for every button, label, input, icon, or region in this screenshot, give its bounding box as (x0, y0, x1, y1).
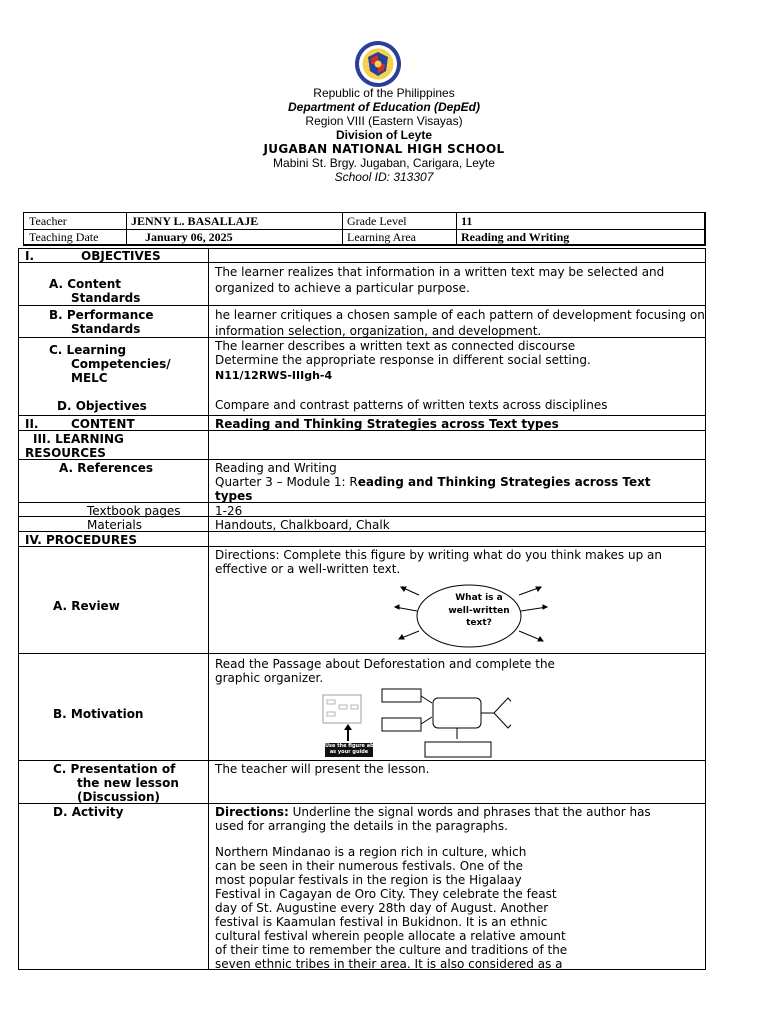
passage-line: of their time to remember the culture and traditions of the (215, 943, 568, 957)
content-standards-text-2: organized to achieve a particular purpose. (215, 281, 470, 295)
motivation-directions-2: graphic organizer. (215, 671, 324, 685)
content-standards-text: The learner realizes that information in a written text may be selected and (215, 265, 665, 279)
competencies-text-2: Determine the appropriate response in different social setting. (215, 353, 591, 367)
presentation-label-3: (Discussion) (77, 790, 161, 804)
learning-area-label: Learning Area (347, 230, 416, 244)
review-label: A. Review (53, 599, 120, 613)
competencies-label-3: MELC (71, 371, 108, 385)
content-label: CONTENT (71, 417, 135, 431)
content-number: II. (25, 417, 39, 431)
resources-label-2: RESOURCES (25, 446, 106, 460)
activity-directions-2: used for arranging the details in the paragraphs. (215, 819, 508, 833)
grade-level-value: 11 (461, 214, 473, 228)
passage-line: can be seen in their numerous festivals. One of the (215, 859, 524, 873)
performance-standards-label-2: Standards (71, 322, 141, 336)
content-value: Reading and Thinking Strategies across Text types (215, 417, 559, 431)
passage-line: cultural festival wherein people allocate a relative amount (215, 929, 566, 943)
header-school-name: JUGABAN NATIONAL HIGH SCHOOL (263, 142, 505, 156)
references-text-3: types (215, 489, 253, 503)
passage-line: day of St. Augustine every 28th day of August. Another (215, 901, 549, 915)
motivation-label: B. Motivation (53, 707, 144, 721)
teaching-date-value: January 06, 2025 (145, 230, 233, 244)
passage-line: festival is Kaamulan festival in Bukidnon. It is an ethnic (215, 915, 548, 929)
teaching-date-label: Teaching Date (29, 230, 99, 244)
lesson-info-table (23, 212, 706, 246)
competencies-text: The learner describes a written text as connected discourse (215, 339, 576, 353)
header-school-id: School ID: 313307 (334, 170, 434, 184)
review-directions: Directions: Complete this figure by writing what do you think makes up an (215, 548, 662, 562)
grade-level-label: Grade Level (347, 214, 407, 228)
activity-label: D. Activity (53, 805, 124, 819)
header-country: Republic of the Philippines (313, 86, 455, 100)
passage-line: most popular festivals in the region is the Higalaay (215, 873, 522, 887)
header-address: Mabini St. Brgy. Jugaban, Carigara, Leyte (273, 156, 495, 170)
performance-standards-text-2: information selection, organization, and development. (215, 324, 542, 338)
header-region: Region VIII (Eastern Visayas) (305, 114, 463, 128)
competencies-code: N11/12RWS-IIIgh-4 (215, 369, 333, 382)
lesson-plan-table (18, 248, 706, 970)
presentation-label-2: the new lesson (77, 776, 179, 790)
review-directions-2: effective or a well-written text. (215, 562, 401, 576)
references-text-2: Quarter 3 – Module 1: Reading and Thinking Strategies across Text (215, 475, 651, 489)
textbook-pages-value: 1-26 (215, 504, 243, 518)
activity-directions: Directions: Underline the signal words and phrases that the author has (215, 805, 651, 819)
performance-standards-label: B. Performance (49, 308, 154, 322)
objectives-d-text: Compare and contrast patterns of written texts across disciplines (215, 398, 608, 412)
materials-value: Handouts, Chalkboard, Chalk (215, 518, 390, 532)
header-department: Department of Education (DepEd) (287, 100, 480, 114)
review-bubble-text: What is a (455, 593, 503, 603)
header-division: Division of Leyte (335, 128, 433, 142)
presentation-label: C. Presentation of (53, 762, 176, 776)
motivation-directions: Read the Passage about Deforestation and complete the (215, 657, 555, 671)
passage-line: Northern Mindanao is a region rich in culture, which (215, 845, 527, 859)
objectives-d-label: D. Objectives (57, 399, 147, 413)
textbook-pages-label: Textbook pages (87, 504, 181, 518)
passage-line: seven ethnic tribes in their area. It is also considered as a (215, 957, 563, 971)
review-bubble-text-3: text? (466, 618, 492, 628)
teacher-label: Teacher (29, 214, 67, 228)
references-text: Reading and Writing (215, 461, 337, 475)
competencies-label-2: Competencies/ (71, 357, 171, 371)
deped-seal-icon (352, 40, 404, 88)
teacher-value: JENNY L. BASALLAJE (131, 214, 259, 228)
resources-label: III. LEARNING (33, 432, 124, 446)
performance-standards-text: he learner critiques a chosen sample of each pattern of development focusing on (215, 308, 705, 322)
references-label: A. References (59, 461, 153, 475)
presentation-text: The teacher will present the lesson. (215, 762, 430, 776)
motivation-caption: Use the figure above (325, 743, 384, 749)
content-standards-label: A. Content (49, 277, 121, 291)
review-bubble-text-2: well-written (448, 606, 510, 616)
procedures-heading: IV. PROCEDURES (25, 533, 137, 547)
materials-label: Materials (87, 518, 143, 532)
learning-area-value: Reading and Writing (461, 230, 570, 244)
passage-line: Festival in Cagayan de Oro City. They celebrate the feast (215, 887, 557, 901)
objectives-heading: OBJECTIVES (81, 249, 161, 263)
competencies-label: C. Learning (49, 343, 127, 357)
objectives-number: I. (25, 249, 35, 263)
motivation-caption-2: as your guide (329, 749, 369, 755)
content-standards-label-2: Standards (71, 291, 141, 305)
